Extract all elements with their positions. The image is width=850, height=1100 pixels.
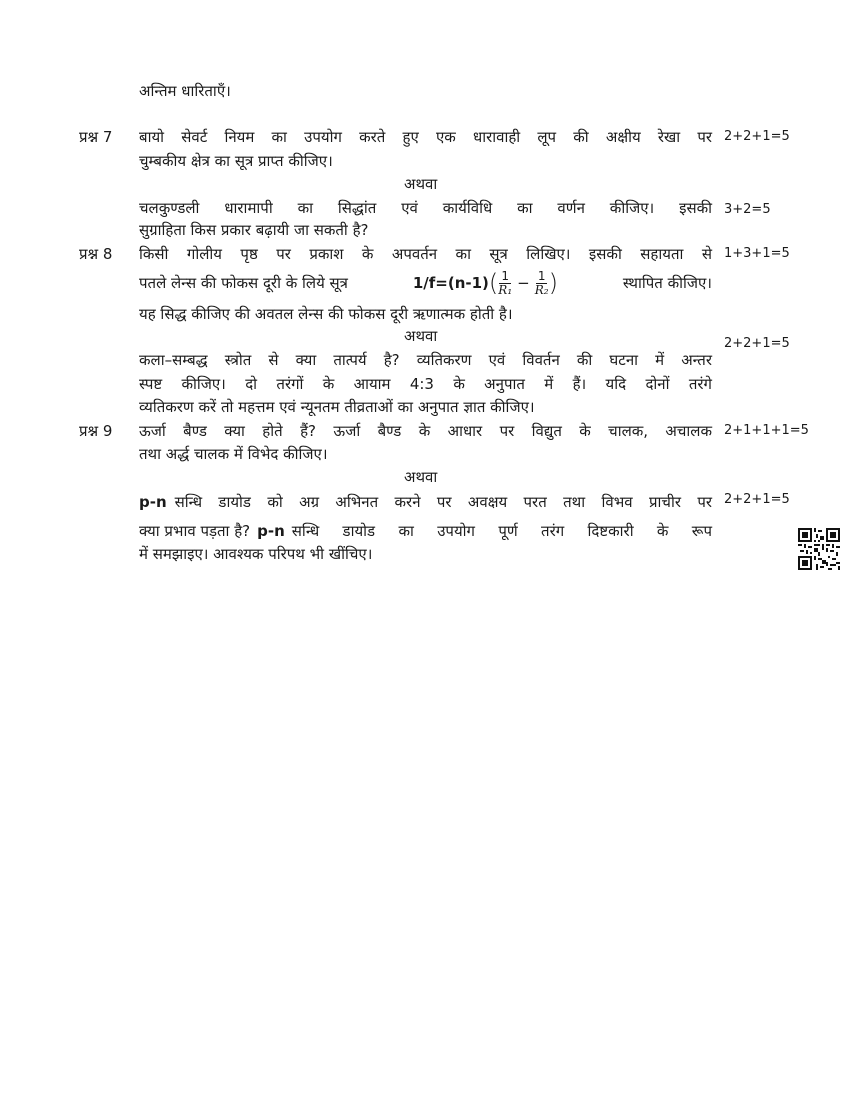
q8-line-1: किसी गोलीय पृष्ठ पर प्रकाश के अपवर्तन का सूत्र लिखिए। इसकी सहायता से xyxy=(139,245,712,263)
pn-term-1: p-n xyxy=(139,493,167,511)
q8-label: प्रश्न 8 xyxy=(79,245,113,263)
fraction-1-numerator: 1 xyxy=(501,268,510,283)
q9-line-1: ऊर्जा बैण्ड क्या होते हैं? ऊर्जा बैण्ड के आधार पर विद्युत के चालक, अचालक xyxy=(139,422,712,440)
q8-marks: 1+3+1=5 xyxy=(724,246,790,261)
fraction-2-denominator: R₂ xyxy=(534,282,549,297)
q7-alt-line-1: चलकुण्डली धारामापी का सिद्धांत एवं कार्यविधि का वर्णन कीजिए। इसकी xyxy=(139,199,713,217)
qr-code-icon xyxy=(798,528,840,570)
q8-alt-line-3: व्यतिकरण करें तो महत्तम एवं न्यूनतम तीव्रताओं का अनुपात ज्ञात कीजिए। xyxy=(139,398,535,416)
pn-term-2: p-n xyxy=(257,522,285,540)
q8-or: अथवा xyxy=(404,327,438,345)
minus-sign: − xyxy=(517,274,530,292)
q7-alt-marks: 3+2=5 xyxy=(724,202,771,217)
q9-label: प्रश्न 9 xyxy=(79,422,113,440)
fraction-2 xyxy=(535,270,549,297)
q9-alt-line-2-pre: क्या प्रभाव पड़ता है? xyxy=(139,522,251,540)
q8-alt-line-2: स्पष्ट कीजिए। दो तरंगों के आयाम 4:3 के अनुपात में हैं। यदि दोनों तरंगे xyxy=(139,375,712,393)
q9-alt-line-2 xyxy=(139,520,712,542)
q7-label: प्रश्न 7 xyxy=(79,128,113,146)
q9-alt-line-3: में समझाइए। आवश्यक परिपथ भी खींचिए। xyxy=(139,545,373,563)
fraction-1-denominator: R₁ xyxy=(498,282,513,297)
q8-line-3: यह सिद्ध कीजिए की अवतल लेन्स की फोकस दूरी ऋणात्मक होती है। xyxy=(139,305,513,323)
lens-formula xyxy=(413,264,558,302)
q9-alt-marks: 2+2+1=5 xyxy=(724,492,790,507)
q9-alt-line-2-post: सन्धि डायोड का उपयोग पूर्ण तरंग दिष्टकारी के रूप xyxy=(291,522,712,540)
q8-alt-line-1: कला–सम्बद्ध स्त्रोत से क्या तात्पर्य है? व्यतिकरण एवं विवर्तन की घटना में अन्तर xyxy=(139,351,712,369)
q9-alt-line-1 xyxy=(139,491,712,513)
q7-alt-line-2: सुग्राहिता किस प्रकार बढ़ायी जा सकती है? xyxy=(139,221,369,239)
q9-alt-line-1-text: सन्धि डायोड को अग्र अभिनत करने पर अवक्षय परत तथा विभव प्राचीर पर xyxy=(174,493,712,511)
formula-lead: 1/f=(n-1) xyxy=(412,274,489,292)
q9-or: अथवा xyxy=(404,468,438,486)
q9-marks: 2+1+1+1=5 xyxy=(724,423,809,438)
q8-line-2-pre: पतले लेन्स की फोकस दूरी के लिये सूत्र xyxy=(139,274,348,292)
close-paren: ) xyxy=(548,269,558,297)
fraction-1 xyxy=(498,270,512,297)
q8-line-2-post: स्थापित कीजिए। xyxy=(622,274,712,292)
open-paren: ( xyxy=(488,269,499,297)
fraction-2-numerator: 1 xyxy=(537,268,546,283)
q7-line-1: बायो सेवर्ट नियम का उपयोग करते हुए एक धारावाही लूप की अक्षीय रेखा पर xyxy=(139,128,712,146)
q7-line-2: चुम्बकीय क्षेत्र का सूत्र प्राप्त कीजिए। xyxy=(139,152,333,170)
q9-line-2: तथा अर्द्ध चालक में विभेद कीजिए। xyxy=(139,445,328,463)
q7-marks: 2+2+1=5 xyxy=(724,129,790,144)
q8-alt-marks: 2+2+1=5 xyxy=(724,336,790,351)
top-line: अन्तिम धारिताएँ। xyxy=(139,82,231,100)
q7-or: अथवा xyxy=(404,175,438,193)
q8-line-2 xyxy=(139,264,712,302)
